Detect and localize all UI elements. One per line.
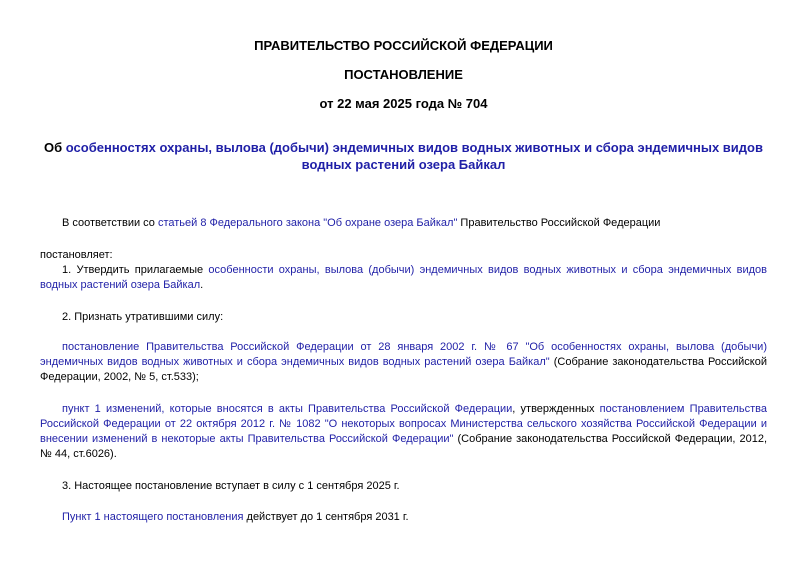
- item-1-text-2: .: [200, 279, 204, 291]
- date-number-heading: от 22 мая 2025 года № 704: [319, 96, 488, 111]
- item-2b-text-1: , утвержденных: [512, 403, 600, 415]
- item-4-paragraph: [40, 510, 767, 525]
- item-4-text: действует до 1 сентября 2031 г.: [243, 511, 409, 523]
- item-2a-text: (Собрание законодательства Российской Федерации, 2002, № 5, ст.533);: [40, 356, 767, 383]
- item-2-paragraph: 2. Признать утратившими силу:: [62, 311, 224, 323]
- decree-67-link[interactable]: постановление Правительства Российской Федерации от 28 января 2002 г. № 67 "Об особенностях охраны, вылова (добычи) эндемичных видов водных животных и сбора эндемичных видов водных растений озера Байкал": [40, 341, 767, 368]
- item-1-paragraph: [40, 263, 767, 293]
- preamble-paragraph: [40, 216, 767, 231]
- government-heading: ПРАВИТЕЛЬСТВО РОССИЙСКОЙ ФЕДЕРАЦИИ: [254, 38, 553, 53]
- item-2a-paragraph: [40, 340, 767, 385]
- title-prefix: Об: [44, 140, 66, 155]
- decree-word: постановляет:: [40, 249, 113, 261]
- item-2b-paragraph: [40, 402, 767, 462]
- law-article-link[interactable]: статьей 8 Федерального закона "Об охране озера Байкал": [157, 217, 458, 229]
- preamble-text-2: Правительство Российской Федерации: [457, 217, 661, 229]
- approved-features-link[interactable]: особенности охраны, вылова (добычи) эндемичных видов водных животных и сбора эндемичных видов водных растений озера Байкал: [40, 264, 767, 291]
- item-3-paragraph: 3. Настоящее постановление вступает в силу с 1 сентября 2025 г.: [62, 480, 400, 492]
- title-link[interactable]: особенностях охраны, вылова (добычи) эндемичных видов водных животных и сбора эндемичных видов водных растений озера Байкал: [65, 140, 763, 172]
- decree-1082-link[interactable]: постановлением Правительства Российской Федерации от 22 октября 2012 г. № 1082 "О некоторых вопросах Министерства сельского хозяйства Российской Федерации и внесении изменений в некоторые акты Правительства Российской Федерации": [40, 403, 767, 445]
- item-1-text-1: 1. Утвердить прилагаемые: [62, 264, 209, 276]
- changes-point-1-link[interactable]: пункт 1 изменений, которые вносятся в акты Правительства Российской Федерации: [62, 403, 513, 415]
- item-2b-text-2: (Собрание законодательства Российской Федерации, 2012, № 44, ст.6026).: [40, 433, 768, 460]
- document-type-heading: ПОСТАНОВЛЕНИЕ: [344, 67, 463, 82]
- preamble-text-1: В соответствии со: [62, 217, 158, 229]
- document-title: [40, 139, 767, 173]
- point-1-self-link[interactable]: Пункт 1 настоящего постановления: [62, 511, 244, 523]
